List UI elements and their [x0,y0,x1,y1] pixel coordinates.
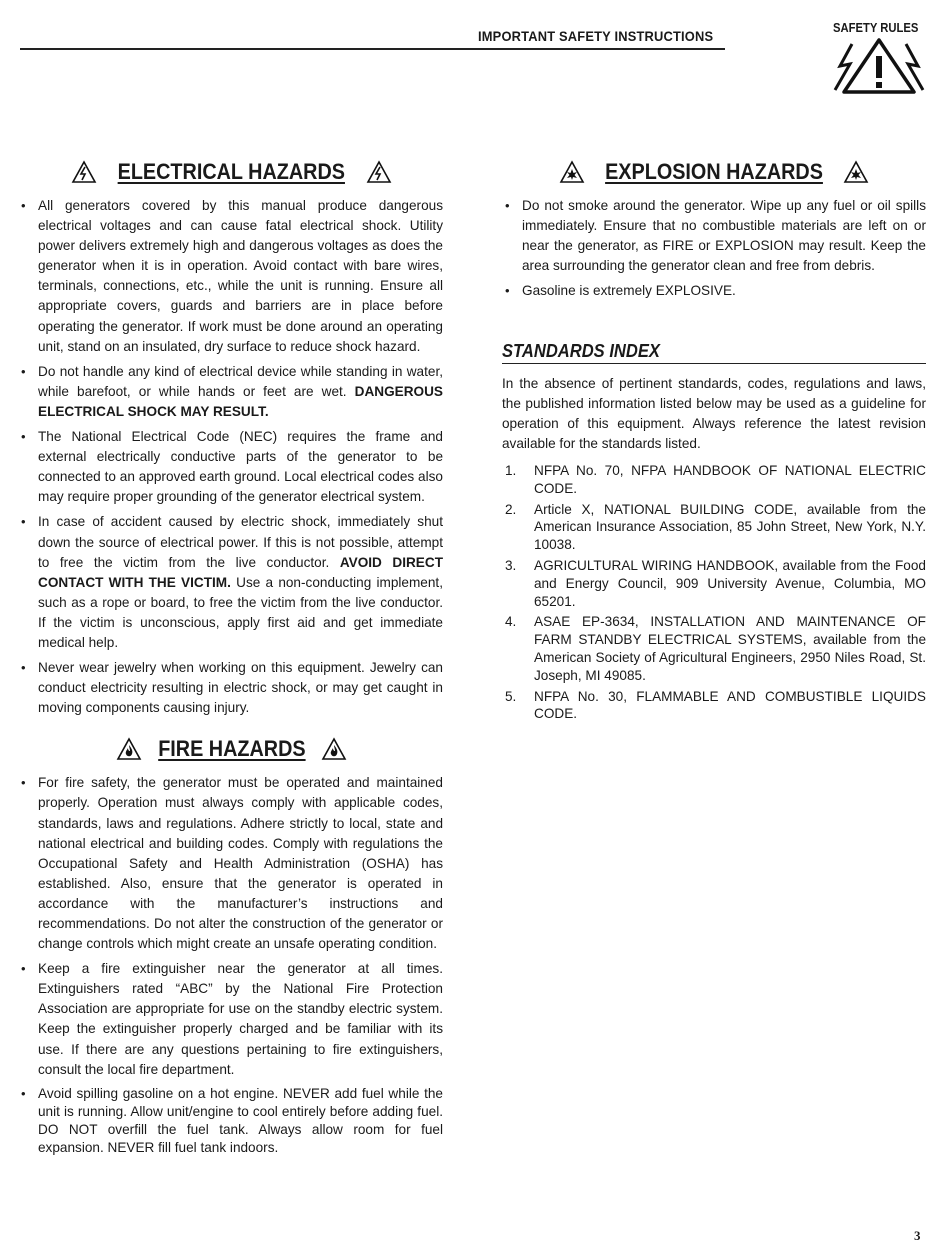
header-rule [20,48,725,50]
list-item: 3. AGRICULTURAL WIRING HANDBOOK, available from the Food and Energy Council, 909 University Avenue, Columbia, MO 65201. [505,557,926,609]
electrical-warning-icon [71,160,97,184]
warning-lightning-icon [832,36,926,96]
list-item: 4. ASAE EP-3634, INSTALLATION AND MAINTENANCE OF FARM STANDBY ELECTRICAL SYSTEMS, available from the American Society of Agricultural Engineers, 2950 Niles Road, St. Joseph, MI 49085. [505,614,926,683]
list-item: • Avoid spilling gasoline on a hot engine. NEVER add fuel while the unit is running. Allow unit/engine to cool entirely before adding fuel. DO NOT overfill the fuel tank. Always allow room for fuel expansion. NEVER fill fuel tank indoors. [20,1085,443,1157]
standards-intro: In the absence of pertinent standards, codes, regulations and laws, the published information listed below may be used as a guideline for operation of this equipment. Always reference the latest revision available for the standards listed. [502,375,926,451]
electrical-hazards-title: ELECTRICAL HAZARDS [117,158,346,184]
electrical-hazards-heading [20,155,443,189]
fire-warning-icon [116,737,142,761]
fire-warning-icon [321,737,347,761]
fire-hazards-list [20,773,443,1156]
list-item: • Keep a fire extinguisher near the generator at all times. Extinguishers rated “ABC” by the National Fire Protection Association are appropriate for use on the standby electric system. Keep the extinguisher properly charged and be familiar with its use. If there are any questions pertaining to fire extinguishers, consult the local fire department. [20,959,443,1080]
page-number: 3 [914,1228,921,1243]
safety-rules-label: SAFETY RULES [833,21,919,35]
explosion-warning-icon [559,160,585,184]
explosion-hazards-heading [502,155,926,189]
list-item: 1. NFPA No. 70, NFPA HANDBOOK OF NATIONAL ELECTRIC CODE. [505,462,926,496]
list-item: • In case of accident caused by electric shock, immediately shut down the source of electrical power. If this is not possible, attempt to free the victim from the live conductor. AVOID DIRECT CONTACT WITH THE VICTIM. Use a non-conducting implement, such as a rope or board, to free the victim from the live conductor. If the victim is unconscious, apply first aid and get immediate medical help. [20,512,443,653]
left-column [20,155,443,1162]
explosion-warning-icon [843,160,869,184]
list-item: • Gasoline is extremely EXPLOSIVE. [504,281,926,301]
list-item: • All generators covered by this manual produce dangerous electrical voltages and can cause fatal electrical shock. Utility power delivers extremely high and dangerous voltages as does the generator when it is in operation. Avoid contact with bare wires, terminals, connections, etc., while the unit is running. Ensure all appropriate covers, guards and barriers are in place before operating the generator. If work must be done around an operating unit, stand on an insulated, dry surface to reduce shock hazard. [20,196,443,357]
explosion-hazards-list [502,196,926,301]
list-item: 2. Article X, NATIONAL BUILDING CODE, available from the American Insurance Association, 85 John Street, New York, N.Y. 10038. [505,501,926,553]
list-item: • For fire safety, the generator must be operated and maintained properly. Operation must always comply with applicable codes, standards, laws and regulations. Adhere strictly to local, state and national electrical and building codes. Comply with regulations the Occupational Safety and Health Administration (OSHA) has established. Also, ensure that the generator is operated in accordance with the manufacturer’s instructions and recommendations. Do not alter the construction of the generator or change controls which might create an unsafe operating condition. [20,773,443,954]
list-item: 5. NFPA No. 30, FLAMMABLE AND COMBUSTIBLE LIQUIDS CODE. [505,688,926,722]
list-item: • Do not handle any kind of electrical device while standing in water, while barefoot, or while hands or feet are wet. DANGEROUS ELECTRICAL SHOCK MAY RESULT. [20,362,443,422]
list-item: • Do not smoke around the generator. Wipe up any fuel or oil spills immediately. Ensure that no combustible materials are left on or near the generator, as FIRE or EXPLOSION may result. Keep the area surrounding the generator clean and free from debris. [504,196,926,276]
list-item: • Never wear jewelry when working on this equipment. Jewelry can conduct electricity resulting in electric shock, or may get caught in moving components causing injury. [20,658,443,718]
fire-hazards-title: FIRE HAZARDS [157,736,306,762]
electrical-warning-icon [366,160,392,184]
standards-list [502,462,926,723]
standards-index-heading: STANDARDS INDEX [502,341,926,363]
fire-hazards-heading [20,732,443,766]
electrical-hazards-list [20,196,443,718]
list-item: • The National Electrical Code (NEC) requires the frame and external electrically conductive parts of the generator to be connected to an approved earth ground. Local electrical codes also may require proper grounding of the generator electrical system. [20,427,443,507]
right-column [502,155,926,726]
header-title: IMPORTANT SAFETY INSTRUCTIONS [478,28,714,44]
explosion-hazards-title: EXPLOSION HAZARDS [605,158,823,184]
